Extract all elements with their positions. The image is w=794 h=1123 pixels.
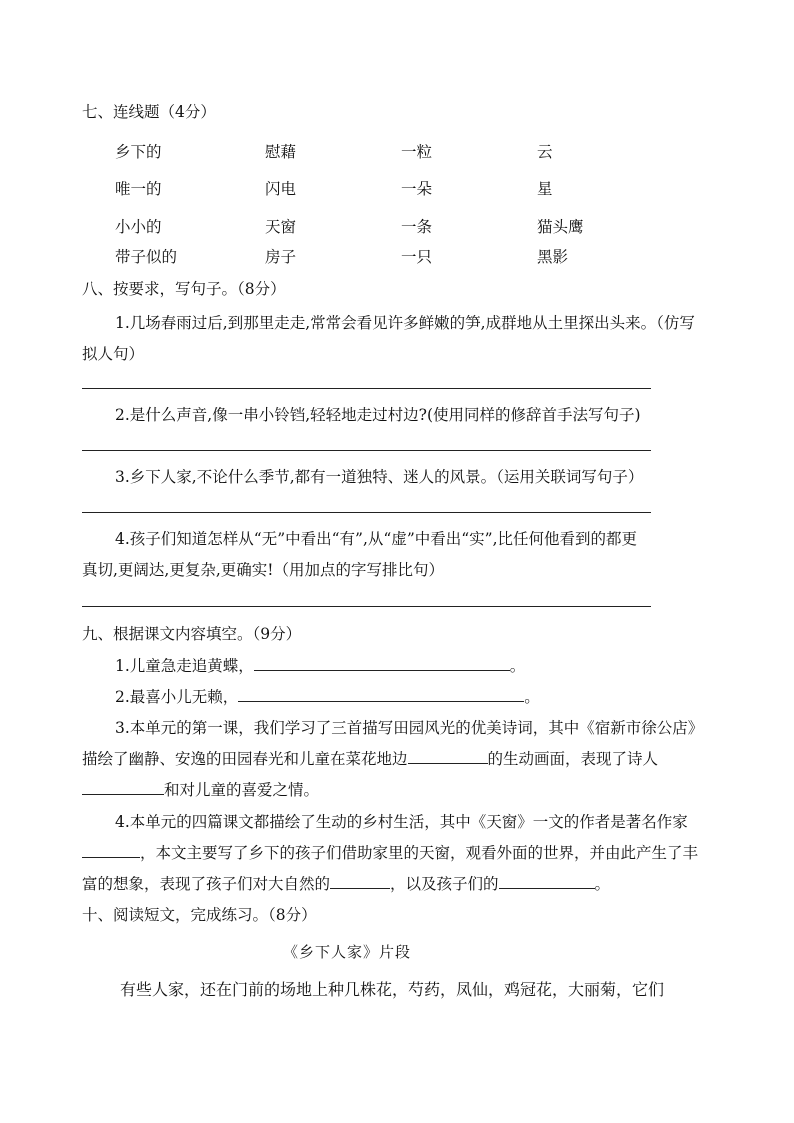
section-7-heading: 七、连线题（4分）: [82, 103, 216, 121]
fill-blank-9-3a[interactable]: [408, 747, 488, 764]
match-col2-item: 慰藉: [265, 143, 297, 161]
question-9-4-text-cont: ，本文主要写了乡下的孩子们借助家里的天窗，观看外面的世界，并由此产生了丰: [140, 844, 699, 862]
question-9-1-suffix: 。: [509, 657, 526, 675]
match-col1-item: 唯一的: [115, 180, 162, 198]
question-9-1-text: 1.儿童急走追黄蝶，: [115, 657, 254, 675]
match-col3-item: 一朵: [401, 180, 433, 198]
question-8-4-text: 4.孩子们知道怎样从“无”中看出“有”,从“虚”中看出“实”,比任何他看到的都更: [115, 530, 638, 548]
answer-line-8-1[interactable]: [82, 388, 651, 389]
question-9-3-text: 3.本单元的第一课，我们学习了三首描写田园风光的优美诗词，其中《宿新市徐公店》: [115, 719, 704, 737]
question-8-3-text: 3.乡下人家,不论什么季节,都有一道独特、迷人的风景。（运用关联词写句子）: [115, 468, 644, 486]
question-9-4-suffix: 。: [594, 875, 611, 893]
question-9-2-suffix: 。: [524, 688, 540, 706]
match-col4-item: 云: [537, 143, 553, 161]
answer-line-8-3[interactable]: [82, 512, 651, 513]
answer-line-8-4[interactable]: [82, 606, 651, 607]
match-col3-item: 一条: [401, 218, 433, 236]
fill-blank-9-4a[interactable]: [82, 841, 140, 858]
fill-blank-9-4b[interactable]: [330, 872, 390, 889]
fill-blank-9-1[interactable]: [254, 654, 510, 671]
question-9-4-text: 4.本单元的四篇课文都描绘了生动的乡村生活，其中《天窗》一文的作者是著名作家: [115, 813, 688, 831]
answer-line-8-2[interactable]: [82, 450, 651, 451]
fill-blank-9-3b[interactable]: [82, 778, 164, 795]
match-col2-item: 房子: [265, 248, 297, 266]
question-8-1-text: 1.几场春雨过后,到那里走走,常常会看见许多鲜嫩的笋,成群地从土里探出头来。（仿写: [115, 314, 695, 332]
fill-blank-9-4c[interactable]: [499, 872, 595, 889]
question-9-3-text-cont: 描绘了幽静、安逸的田园春光和儿童在菜花地边: [82, 750, 408, 768]
passage-text: 有些人家，还在门前的场地上种几株花，芍药，凤仙，鸡冠花，大丽菊，它们: [120, 980, 665, 999]
question-9-4-text-cont3: ，以及孩子们的: [390, 875, 499, 893]
match-col1-item: 小小的: [115, 218, 162, 236]
question-9-3-text-cont2: 的生动画面，表现了诗人: [487, 750, 659, 768]
match-col2-item: 闪电: [265, 180, 297, 198]
section-10-heading: 十、阅读短文，完成练习。（8分）: [82, 906, 317, 924]
match-col3-item: 一粒: [401, 143, 433, 161]
fill-blank-9-2[interactable]: [238, 685, 524, 702]
question-9-2-text: 2.最喜小儿无赖，: [115, 688, 239, 706]
match-col1-item: 乡下的: [115, 143, 162, 161]
question-9-3-text-end: 和对儿童的喜爱之情。: [164, 781, 320, 799]
question-9-4-text-cont2: 富的想象，表现了孩子们对大自然的: [82, 875, 331, 893]
question-8-1-text-cont: 拟人句）: [82, 345, 145, 363]
match-col4-item: 星: [537, 180, 553, 198]
match-col1-item: 带子似的: [115, 248, 178, 266]
passage-title: 《乡下人家》片段: [283, 943, 412, 961]
match-col2-item: 天窗: [265, 218, 297, 236]
match-col3-item: 一只: [401, 248, 433, 266]
match-col4-item: 黑影: [537, 248, 569, 266]
match-col4-item: 猫头鹰: [537, 218, 584, 236]
question-8-2-text: 2.是什么声音,像一串小铃铛,轻轻地走过村边?(使用同样的修辞首手法写句子): [115, 406, 641, 424]
section-8-heading: 八、按要求，写句子。（8分）: [82, 280, 286, 298]
question-8-4-text-cont: 真切,更阔达,更复杂,更确实!（用加点的字写排比句）: [82, 561, 445, 579]
section-9-heading: 九、根据课文内容填空。（9分）: [82, 625, 302, 643]
